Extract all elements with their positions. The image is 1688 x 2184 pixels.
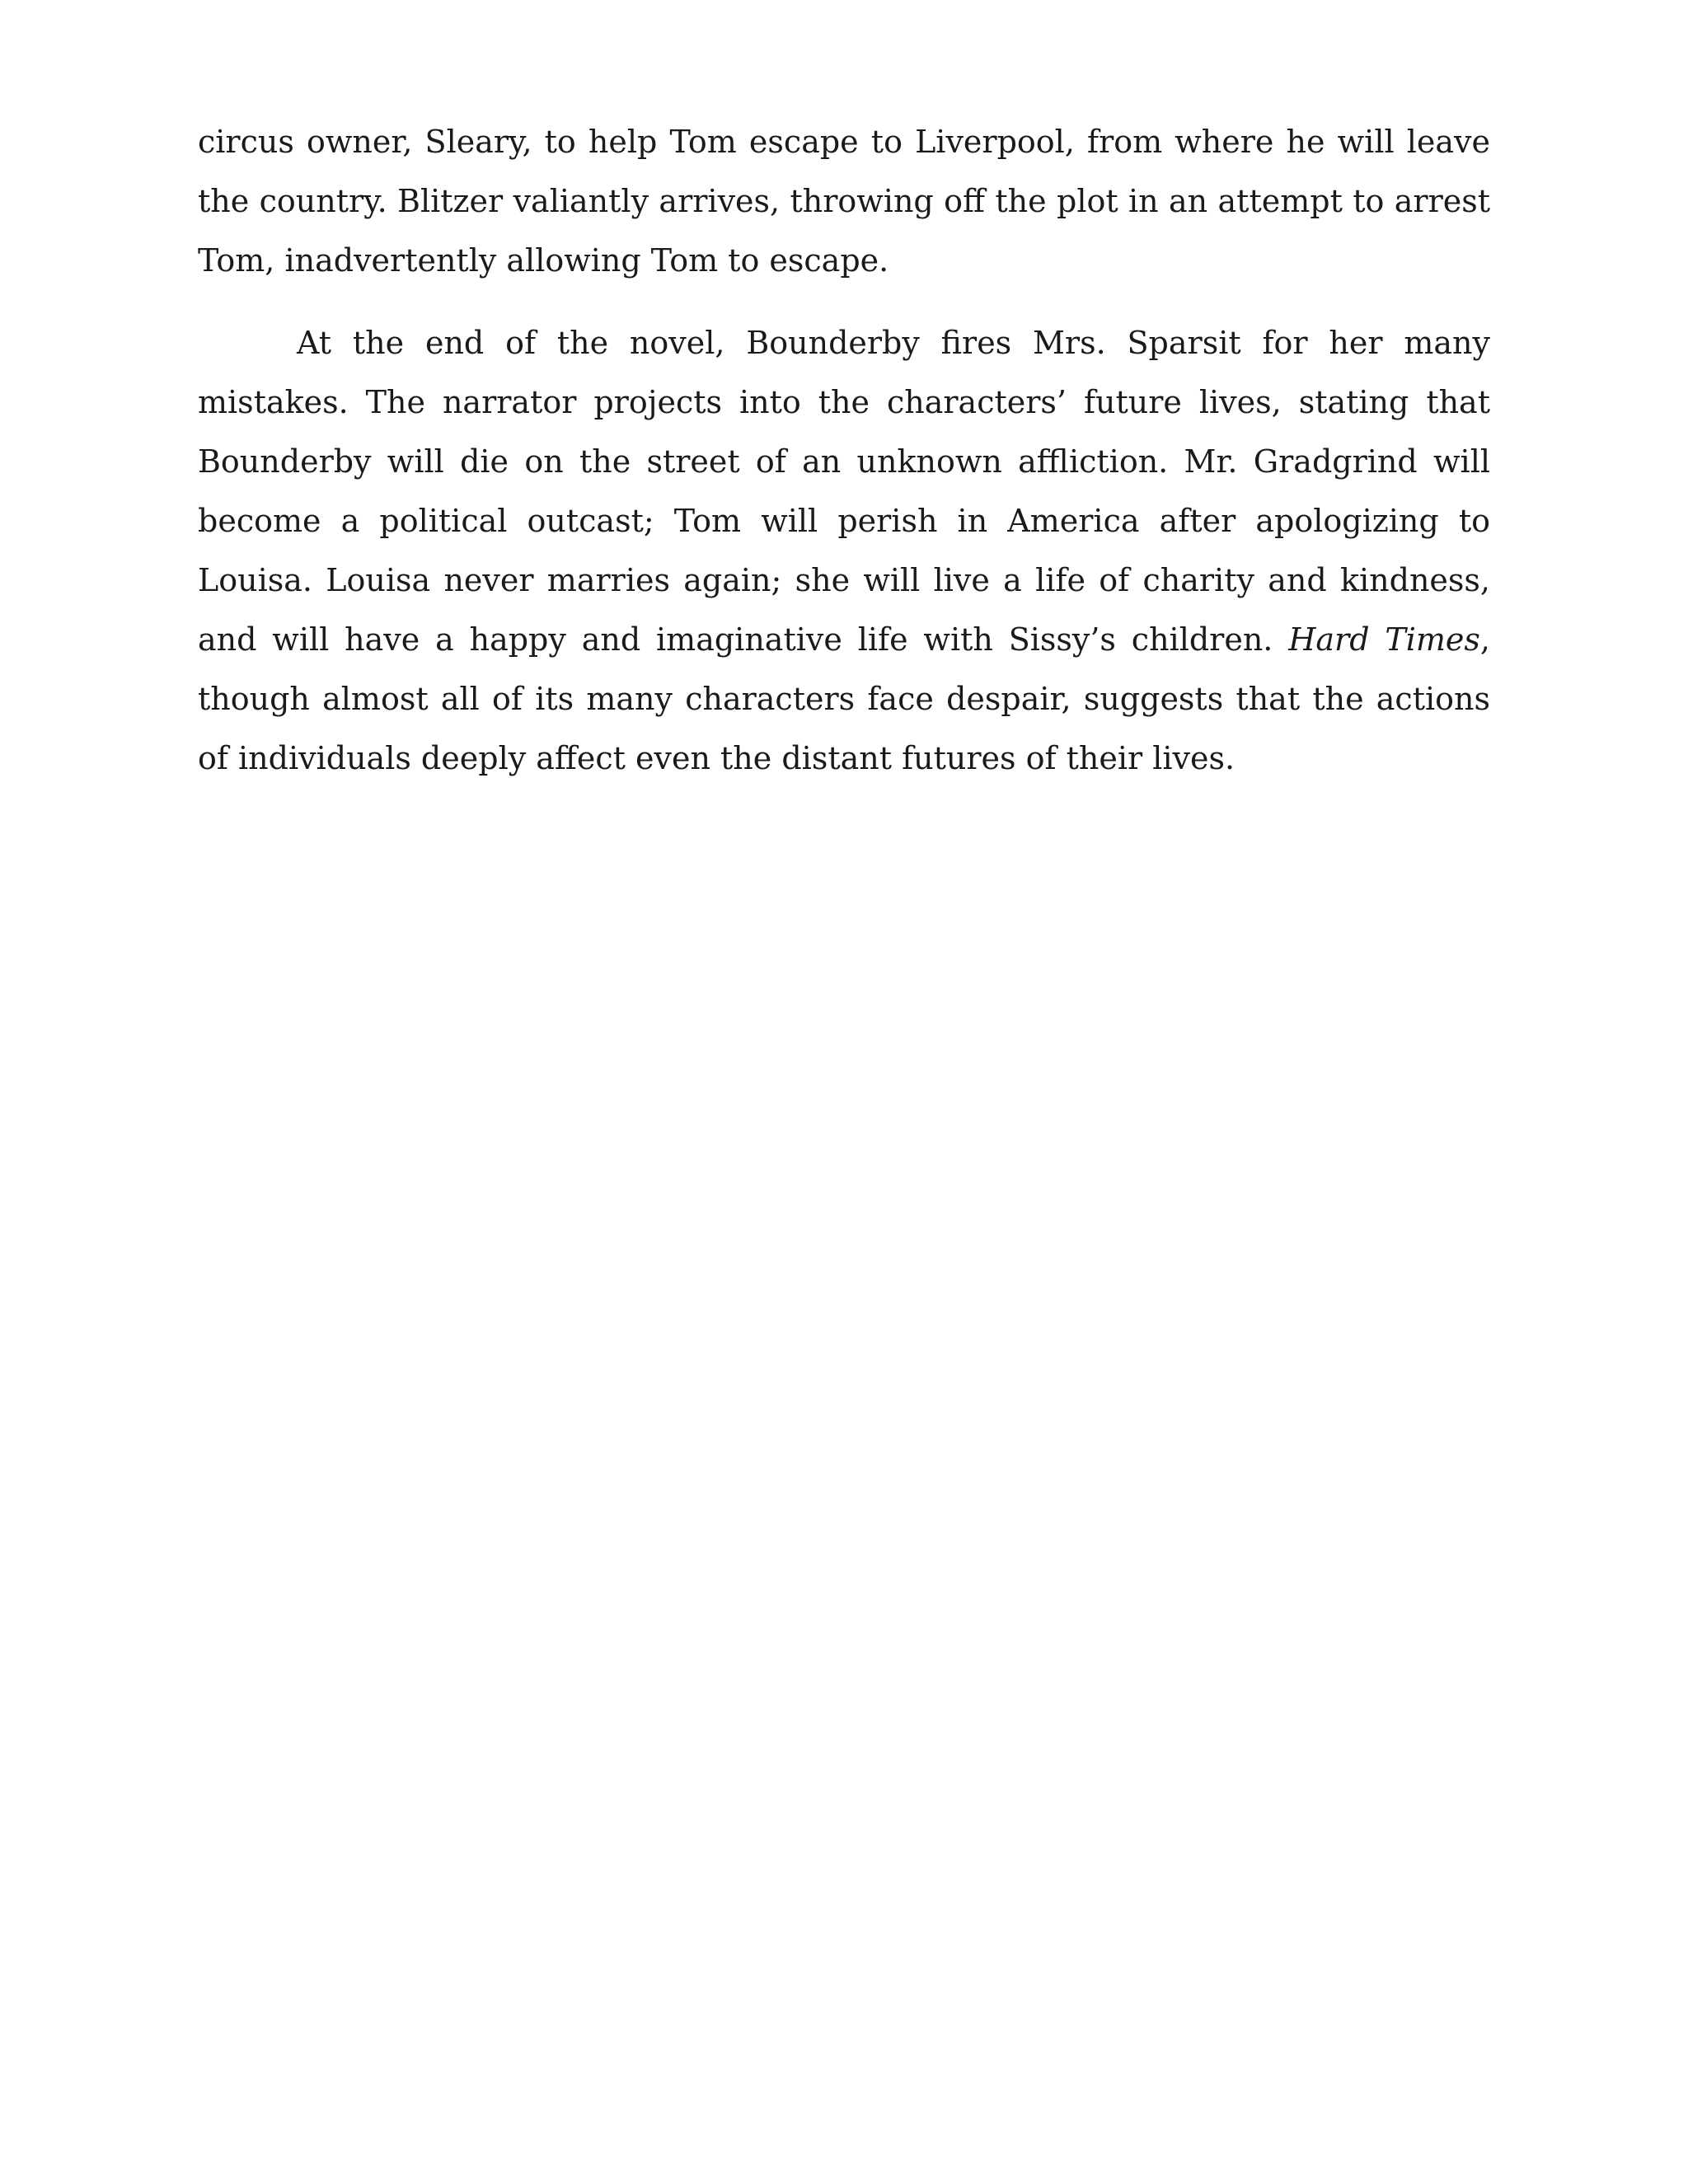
paragraph-2-text-end: , though almost all of its many characters face despair, suggests that the actions of individuals deeply affect even the distant futures of their lives. bbox=[198, 621, 1490, 776]
body-text bbox=[198, 112, 1490, 788]
book-title: Hard Times bbox=[1288, 621, 1480, 658]
paragraph-1-text: circus owner, Sleary, to help Tom escape to Liverpool, from where he will leave the country. Blitzer valiantly arrives, throwing off the plot in an attempt to arrest Tom, inadvertently allowing Tom to escape. bbox=[198, 124, 1490, 279]
paragraph-2-text-start: At the end of the novel, Bounderby fires Mrs. Sparsit for her many mistakes. The narrator projects into the characters’ future lives, stating that Bounderby will die on the street of an unknown affliction. Mr. Gradgrind will become a political outcast; Tom will perish in America after apologizing to Louisa. Louisa never marries again; she will live a life of charity and kindness, and will have a happy and imaginative life with Sissy’s children. bbox=[198, 325, 1490, 658]
paragraph-1 bbox=[198, 112, 1490, 290]
paragraph-2 bbox=[198, 313, 1490, 788]
